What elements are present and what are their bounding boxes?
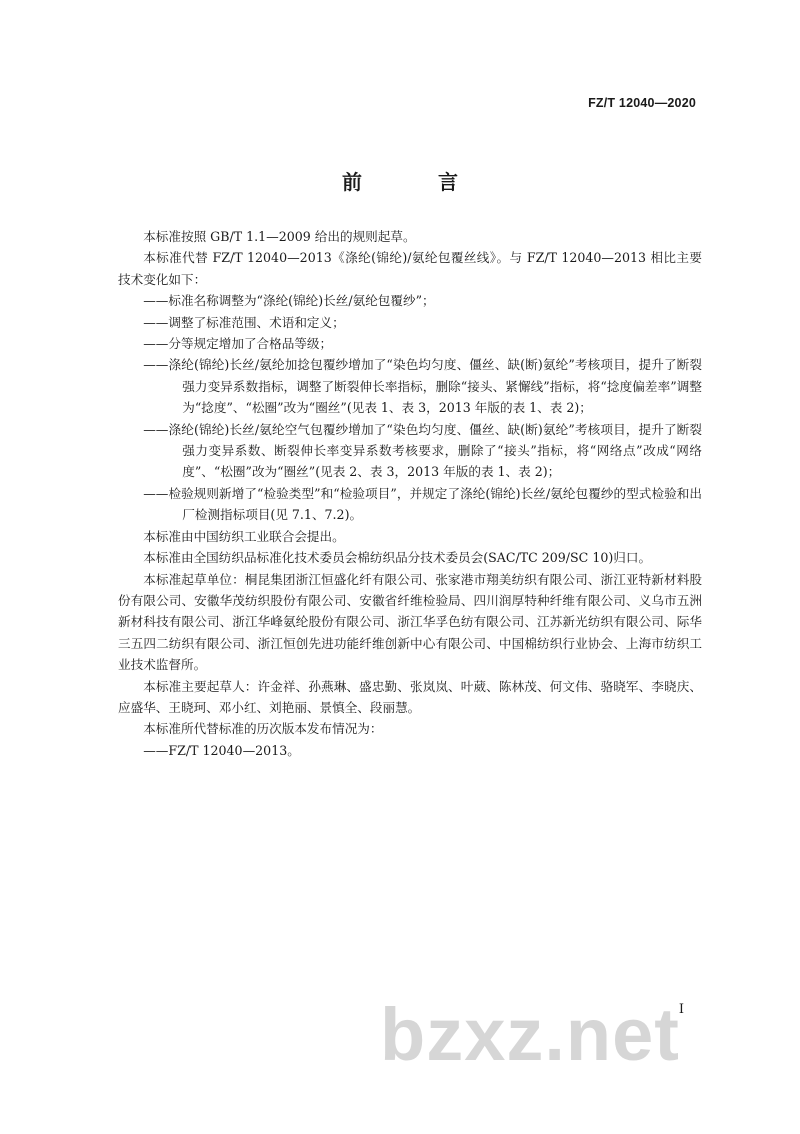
- change-item: ——检验规则新增了“检验类型”和“检验项目”，并规定了涤纶(锦纶)长丝/氨纶包覆纱的型式检验和出厂检测指标项目(见 7.1、7.2)。: [143, 485, 702, 523]
- paragraph-drafters: 本标准主要起草人：许金祥、孙燕琳、盛忠勤、张岚岚、叶葳、陈林茂、何文伟、骆晓军、李晓庆、应盛华、王晓珂、邓小红、刘艳丽、景慎全、段丽慧。: [118, 678, 702, 715]
- change-item: ——调整了标准范围、术语和定义；: [143, 314, 345, 330]
- paragraph-drafting-units: 本标准起草单位：桐昆集团浙江恒盛化纤有限公司、张家港市翔美纺织有限公司、浙江亚特新材料股份有限公司、安徽华茂纺织股份有限公司、安徽省纤维检验局、四川润厚特种纤维有限公司、义乌市五洲新材科技有限公司、浙江华峰氨纶股份有限公司、浙江华孚色纺有限公司、江苏新光纺织有限公司、际华三五四二纺织有限公司、浙江恒创先进功能纤维创新中心有限公司、中国棉纺织行业协会、上海市纺织工业技术监督所。: [118, 571, 702, 673]
- paragraph-history: 本标准所代替标准的历次版本发布情况为：: [143, 721, 383, 737]
- paragraph-centralized-by: 本标准由全国纺织品标准化技术委员会棉纺织品分技术委员会(SAC/TC 209/SC 10)归口。: [143, 550, 652, 566]
- change-item: ——涤纶(锦纶)长丝/氨纶空气包覆纱增加了“染色均匀度、僵丝、缺(断)氨纶”考核项目，提升了断裂强力变异系数、断裂伸长率变异系数考核要求，删除了“接头”指标，将“网络点”改成“网络度”、“松圈”改为“圈丝”(见表 2、表 3，2013 年版的表 1、表 2)；: [143, 421, 702, 480]
- change-item: ——分等规定增加了合格品等级；: [143, 336, 333, 352]
- watermark-logo: [380, 988, 720, 1078]
- svg-text:bzxz.net: bzxz.net: [380, 993, 680, 1076]
- standard-code: FZ/T 12040—2020: [588, 96, 696, 110]
- page-number: I: [678, 1002, 684, 1017]
- change-item: ——涤纶(锦纶)长丝/氨纶加捻包覆纱增加了“染色均匀度、僵丝、缺(断)氨纶”考核项目，提升了断裂强力变异系数指标，调整了断裂伸长率指标，删除“接头、紧懈线”指标，将“捻度偏差率”调整为“捻度”、“松圈”改为“圈丝”(见表 1、表 3，2013 年版的表 1、表 2)；: [143, 357, 702, 416]
- history-item: ——FZ/T 12040—2013。: [143, 742, 300, 758]
- paragraph-proposed-by: 本标准由中国纺织工业联合会提出。: [143, 528, 345, 544]
- paragraph-drafting-rules: 本标准按照 GB/T 1.1—2009 给出的规则起草。: [143, 229, 416, 244]
- page-title: 前 言: [342, 170, 486, 194]
- change-item: ——标准名称调整为“涤纶(锦纶)长丝/氨纶包覆纱”；: [143, 293, 435, 309]
- foreword-body: [118, 226, 702, 761]
- paragraph-replacement: 本标准代替 FZ/T 12040—2013《涤纶(锦纶)/氨纶包覆丝线》。与 FZ/T 12040—2013 相比主要技术变化如下：: [118, 250, 702, 287]
